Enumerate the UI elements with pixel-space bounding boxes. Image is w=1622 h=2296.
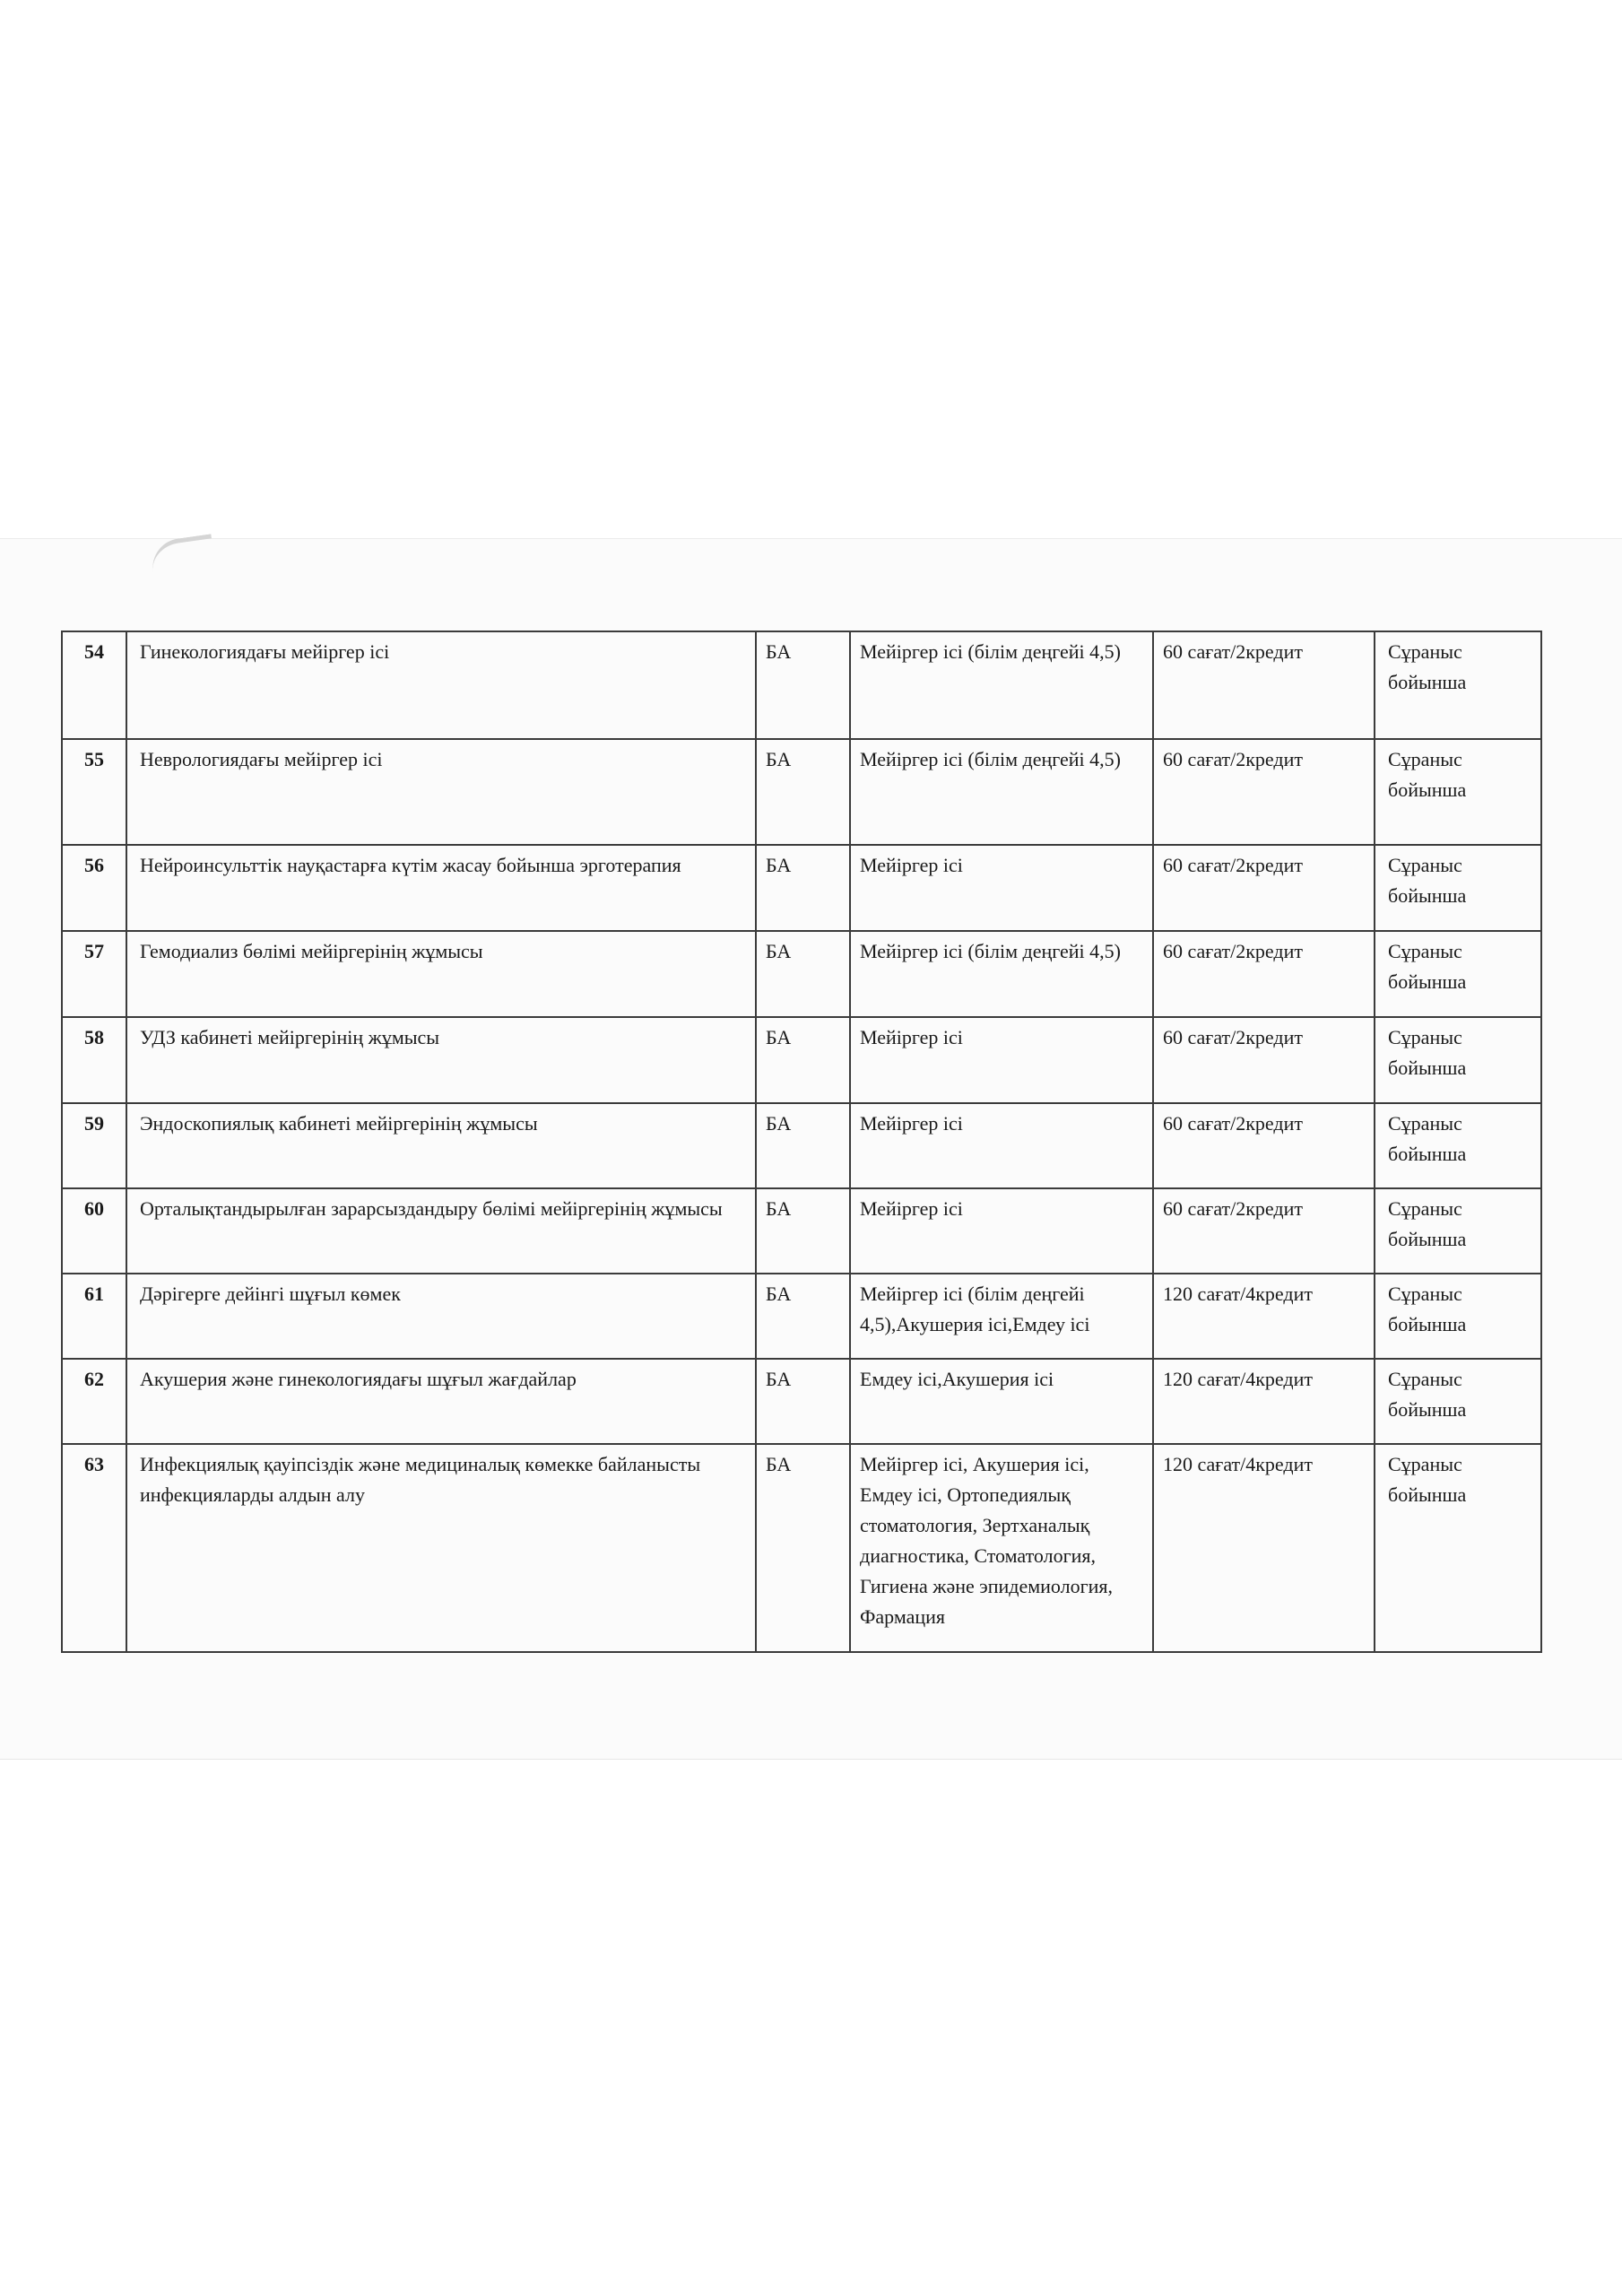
row-number: 63 (62, 1444, 126, 1652)
course-code: БА (756, 1188, 850, 1274)
course-title: Акушерия және гинекологиядағы шұғыл жағдайлар (126, 1359, 756, 1444)
course-code: БА (756, 1017, 850, 1103)
duration: 60 сағат/2кредит (1153, 1017, 1375, 1103)
duration: 120 сағат/4кредит (1153, 1274, 1375, 1359)
specialty: Емдеу ісі,Акушерия ісі (850, 1359, 1153, 1444)
delivery-format: Сұраныс бойынша (1375, 1359, 1541, 1444)
course-code: БА (756, 1274, 850, 1359)
table-row (62, 1444, 1541, 1652)
course-title: Орталықтандырылған зарарсыздандыру бөлімі мейіргерінің жұмысы (126, 1188, 756, 1274)
row-number: 54 (62, 631, 126, 739)
specialty: Мейіргер ісі (850, 1103, 1153, 1188)
duration: 60 сағат/2кредит (1153, 739, 1375, 845)
row-number: 58 (62, 1017, 126, 1103)
course-title: УДЗ кабинеті мейіргерінің жұмысы (126, 1017, 756, 1103)
row-number: 60 (62, 1188, 126, 1274)
course-code: БА (756, 931, 850, 1017)
specialty: Мейіргер ісі (білім деңгейі 4,5) (850, 631, 1153, 739)
table-row (62, 739, 1541, 845)
delivery-format: Сұраныс бойынша (1375, 1274, 1541, 1359)
delivery-format: Сұраныс бойынша (1375, 1103, 1541, 1188)
course-code: БА (756, 739, 850, 845)
duration: 120 сағат/4кредит (1153, 1359, 1375, 1444)
table-row (62, 1103, 1541, 1188)
table-row (62, 1188, 1541, 1274)
specialty: Мейіргер ісі (білім деңгейі 4,5) (850, 931, 1153, 1017)
table-row (62, 1359, 1541, 1444)
specialty: Мейіргер ісі (білім деңгейі 4,5),Акушерия ісі,Емдеу ісі (850, 1274, 1153, 1359)
table-row (62, 1017, 1541, 1103)
row-number: 59 (62, 1103, 126, 1188)
delivery-format: Сұраныс бойынша (1375, 1017, 1541, 1103)
row-number: 61 (62, 1274, 126, 1359)
specialty: Мейіргер ісі (850, 1188, 1153, 1274)
delivery-format: Сұраныс бойынша (1375, 1188, 1541, 1274)
delivery-format: Сұраныс бойынша (1375, 845, 1541, 931)
specialty: Мейіргер ісі (850, 1017, 1153, 1103)
duration: 120 сағат/4кредит (1153, 1444, 1375, 1652)
row-number: 57 (62, 931, 126, 1017)
table-row (62, 845, 1541, 931)
duration: 60 сағат/2кредит (1153, 845, 1375, 931)
course-title: Эндоскопиялық кабинеті мейіргерінің жұмысы (126, 1103, 756, 1188)
course-title: Инфекциялық қауіпсіздік және медициналық көмекке байланысты инфекцияларды алдын алу (126, 1444, 756, 1652)
delivery-format: Сұраныс бойынша (1375, 739, 1541, 845)
course-title: Гемодиализ бөлімі мейіргерінің жұмысы (126, 931, 756, 1017)
course-title: Гинекологиядағы мейіргер ісі (126, 631, 756, 739)
specialty: Мейіргер ісі (850, 845, 1153, 931)
course-code: БА (756, 1359, 850, 1444)
duration: 60 сағат/2кредит (1153, 931, 1375, 1017)
course-title: Нейроинсульттік науқастарға күтім жасау бойынша эрготерапия (126, 845, 756, 931)
course-title: Дәрігерге дейінгі шұғыл көмек (126, 1274, 756, 1359)
table-row (62, 931, 1541, 1017)
course-title: Неврологиядағы мейіргер ісі (126, 739, 756, 845)
delivery-format: Сұраныс бойынша (1375, 931, 1541, 1017)
table-row (62, 1274, 1541, 1359)
specialty: Мейіргер ісі (білім деңгейі 4,5) (850, 739, 1153, 845)
table-row (62, 631, 1541, 739)
course-code: БА (756, 631, 850, 739)
duration: 60 сағат/2кредит (1153, 1103, 1375, 1188)
duration: 60 сағат/2кредит (1153, 631, 1375, 739)
row-number: 56 (62, 845, 126, 931)
course-table (61, 631, 1542, 1653)
course-code: БА (756, 845, 850, 931)
row-number: 55 (62, 739, 126, 845)
specialty: Мейіргер ісі, Акушерия ісі, Емдеу ісі, Ортопедиялық стоматология, Зертханалық диагностика, Стоматология, Гигиена және эпидемиология, Фармация (850, 1444, 1153, 1652)
course-code: БА (756, 1103, 850, 1188)
duration: 60 сағат/2кредит (1153, 1188, 1375, 1274)
row-number: 62 (62, 1359, 126, 1444)
delivery-format: Сұраныс бойынша (1375, 631, 1541, 739)
delivery-format: Сұраныс бойынша (1375, 1444, 1541, 1652)
course-code: БА (756, 1444, 850, 1652)
